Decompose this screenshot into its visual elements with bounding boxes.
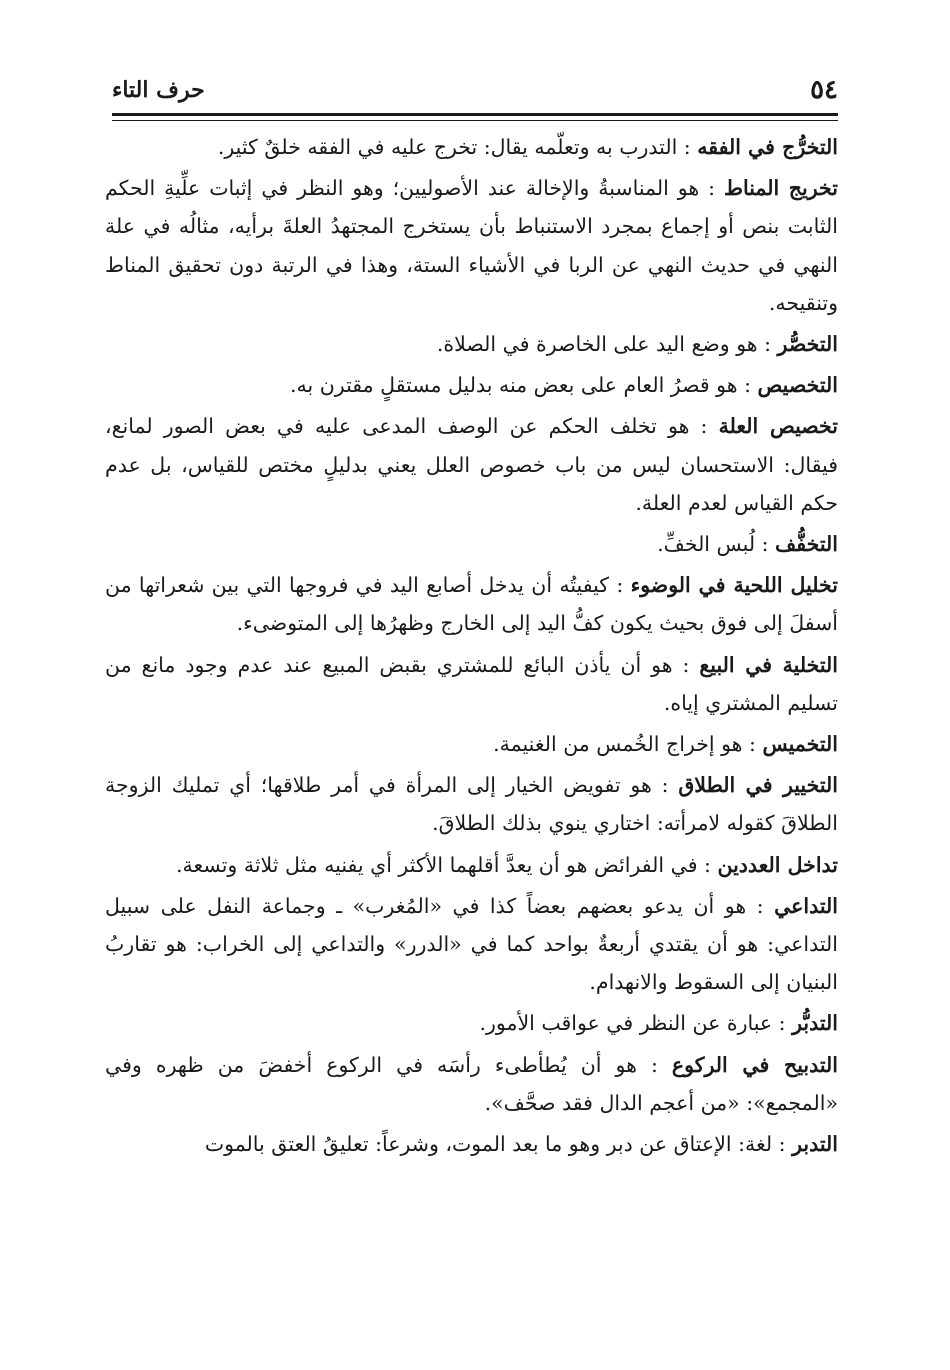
entry	[105, 366, 838, 404]
header-rule-thick	[112, 113, 838, 116]
entry	[105, 766, 838, 842]
entry	[105, 566, 838, 642]
entry-definition: : هو أن يدعو بعضهم بعضاً كذا في «المُغرب» ـ وجماعة النفل على سبيل التداعي: هو أن يقتدي أربعةٌ بواحد كما في «الدرر» والتداعي إلى الخراب: هو تقاربُ البنيان إلى السقوط والانهدام.	[105, 893, 838, 995]
entry	[105, 1004, 838, 1042]
entry-term: تخليل اللحية في الوضوء	[630, 573, 838, 598]
entry-term: التدبيح في الركوع	[671, 1052, 838, 1077]
entry-definition: : هو أن يُطأطىء رأسَه في الركوع أخفضَ من ظهره وفي «المجمع»: «من أعجم الدال فقد صحَّف».	[105, 1052, 838, 1115]
entry-definition: : هو المناسبةُ والإخالة عند الأصوليين؛ وهو النظر في إثبات علِّيةِ الحكم الثابت بنص أو إجماع بمجرد الاستنباط بأن يستخرج المجتهدُ العلةَ برأيه، مثالُه في علة النهي في حديث النهي عن الربا في الأشياء الستة، وهذا في الرتبة دون تحقيق المناط وتنقيحه.	[105, 176, 838, 315]
page-header	[112, 70, 838, 110]
running-title: حرف التاء	[112, 77, 205, 103]
entry	[105, 1046, 838, 1122]
entry-term: التخميس	[762, 732, 838, 757]
entry-definition: : هو قصرُ العام على بعض منه بدليل مستقلٍ مقترن به.	[290, 373, 752, 398]
entry	[105, 325, 838, 363]
entry-term: التخيير في الطلاق	[678, 773, 838, 798]
dictionary-entries	[105, 128, 838, 1166]
entry-term: التخصُّر	[777, 332, 838, 357]
entry	[105, 407, 838, 522]
entry	[105, 128, 838, 166]
entry	[105, 887, 838, 1002]
entry-term: التخصيص	[757, 373, 838, 398]
entry-term: تخريج المناط	[724, 176, 838, 201]
entry	[105, 525, 838, 563]
entry-definition: : عبارة عن النظر في عواقب الأمور.	[479, 1011, 786, 1036]
entry	[105, 846, 838, 884]
entry-term: التخلية في البيع	[699, 652, 838, 677]
page-number: ٥٤	[810, 75, 838, 105]
entry-term: التخفُّف	[775, 532, 838, 557]
entry-definition: : هو إخراج الخُمس من الغنيمة.	[493, 732, 756, 757]
entry-definition: : هو تفويض الخيار إلى المرأة في أمر طلاقها؛ أي تمليك الزوجة الطلاقَ كقوله لامرأته: اختاري ينوي بذلك الطلاقَ.	[105, 773, 838, 836]
entry-definition: : التدرب به وتعلّمه يقال: تخرج عليه في الفقه خلقٌ كثير.	[217, 135, 691, 159]
header-rule-thin	[112, 120, 838, 121]
entry	[105, 646, 838, 722]
entry-definition: : لُبس الخفِّ.	[657, 532, 769, 557]
entry-definition: : في الفرائض هو أن يعدَّ أقلهما الأكثر أي يفنيه مثل ثلاثة وتسعة.	[176, 852, 711, 877]
entry	[105, 169, 838, 322]
entry-term: تخصيص العلة	[718, 414, 838, 439]
entry	[105, 725, 838, 763]
entry-definition: : هو أن يأذن البائع للمشتري بقبض المبيع عند عدم وجود مانع من تسليم المشتري إياه.	[105, 652, 838, 715]
entry-term: تداخل العددين	[717, 852, 838, 877]
entry-definition: : هو تخلف الحكم عن الوصف المدعى عليه في بعض الصور لمانع، فيقال: الاستحسان ليس من باب خصوص العلل يعني بدليلٍ مختص للقياس، بل عدم حكم القياس لعدم العلة.	[105, 414, 838, 515]
entry-term: التخرُّج في الفقه	[697, 135, 838, 159]
entry-definition: : كيفيتُه أن يدخل أصابع اليد في فروجها التي بين شعراتها من أسفلَ إلى فوق بحيث يكون كفُّ اليد إلى الخارج وظهرُها إلى المتوضىء.	[105, 573, 838, 636]
entry-term: التدبُّر	[792, 1011, 838, 1036]
entry-definition: : لغة: الإعتاق عن دبر وهو ما بعد الموت، وشرعاً: تعليقُ العتق بالموت	[204, 1132, 786, 1157]
entry	[105, 1125, 838, 1163]
entry-term: التدبر	[792, 1132, 838, 1157]
entry-term: التداعي	[774, 893, 838, 918]
entry-definition: : هو وضع اليد على الخاصرة في الصلاة.	[436, 332, 772, 357]
